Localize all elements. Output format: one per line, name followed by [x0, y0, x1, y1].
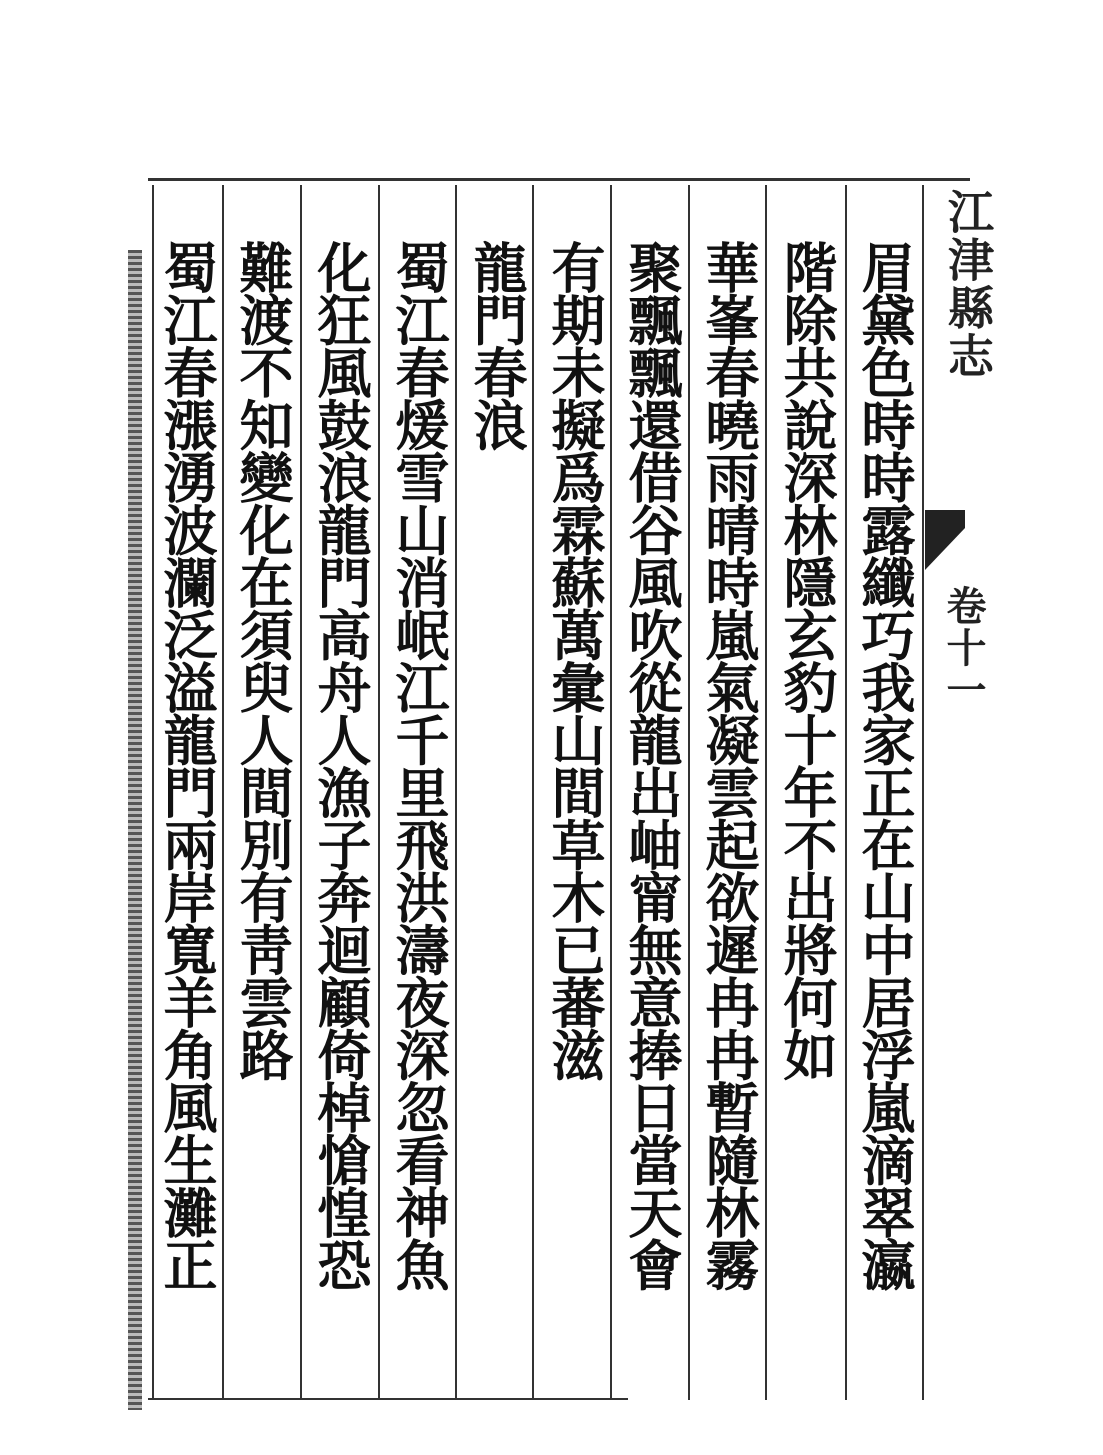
- column-divider: [532, 185, 534, 1400]
- column-divider: [222, 185, 224, 1400]
- left-border: [128, 250, 142, 1410]
- text-column-2: 階除共說深林隱玄豹十年不出將何如: [775, 240, 839, 1080]
- column-divider: [378, 185, 380, 1400]
- book-title: 江津縣志: [941, 188, 995, 380]
- text-column-8: 化狂風鼓浪龍門高舟人漁子奔迴顧倚棹愴惶恐: [309, 240, 373, 1290]
- text-column-9: 難渡不知變化在須臾人間別有靑雲路: [231, 240, 295, 1080]
- text-column-7: 蜀江春煖雪山消岷江千里飛洪濤夜深忽看神魚: [387, 240, 451, 1290]
- column-divider: [688, 185, 690, 1400]
- bottom-border: [148, 1398, 628, 1400]
- volume-label: 卷十一: [940, 585, 987, 711]
- column-divider: [300, 185, 302, 1400]
- fishtail-mark: [925, 510, 965, 570]
- column-divider: [152, 185, 154, 1400]
- top-border: [148, 178, 970, 181]
- text-column-5: 有期未擬爲霖蘇萬彙山間草木已蕃滋: [543, 240, 607, 1080]
- column-divider: [765, 185, 767, 1400]
- text-column-4: 聚飄飄還借谷風吹從龍出岫甯無意捧日當天會: [620, 240, 684, 1290]
- column-divider: [922, 185, 924, 1400]
- column-divider: [610, 185, 612, 1400]
- column-divider: [455, 185, 457, 1400]
- text-column-3: 華峯春曉雨晴時嵐氣凝雲起欲遲冉冉暫隨林霧: [697, 240, 761, 1290]
- text-column-1: 眉黛色時時露纖巧我家正在山中居浮嵐滴翠瀛: [853, 240, 917, 1290]
- text-column-10: 蜀江春漲湧波瀾泛溢龍門兩岸寬羊角風生灘正: [155, 240, 219, 1290]
- poem-title: 龍門春浪: [465, 240, 529, 450]
- column-divider: [845, 185, 847, 1400]
